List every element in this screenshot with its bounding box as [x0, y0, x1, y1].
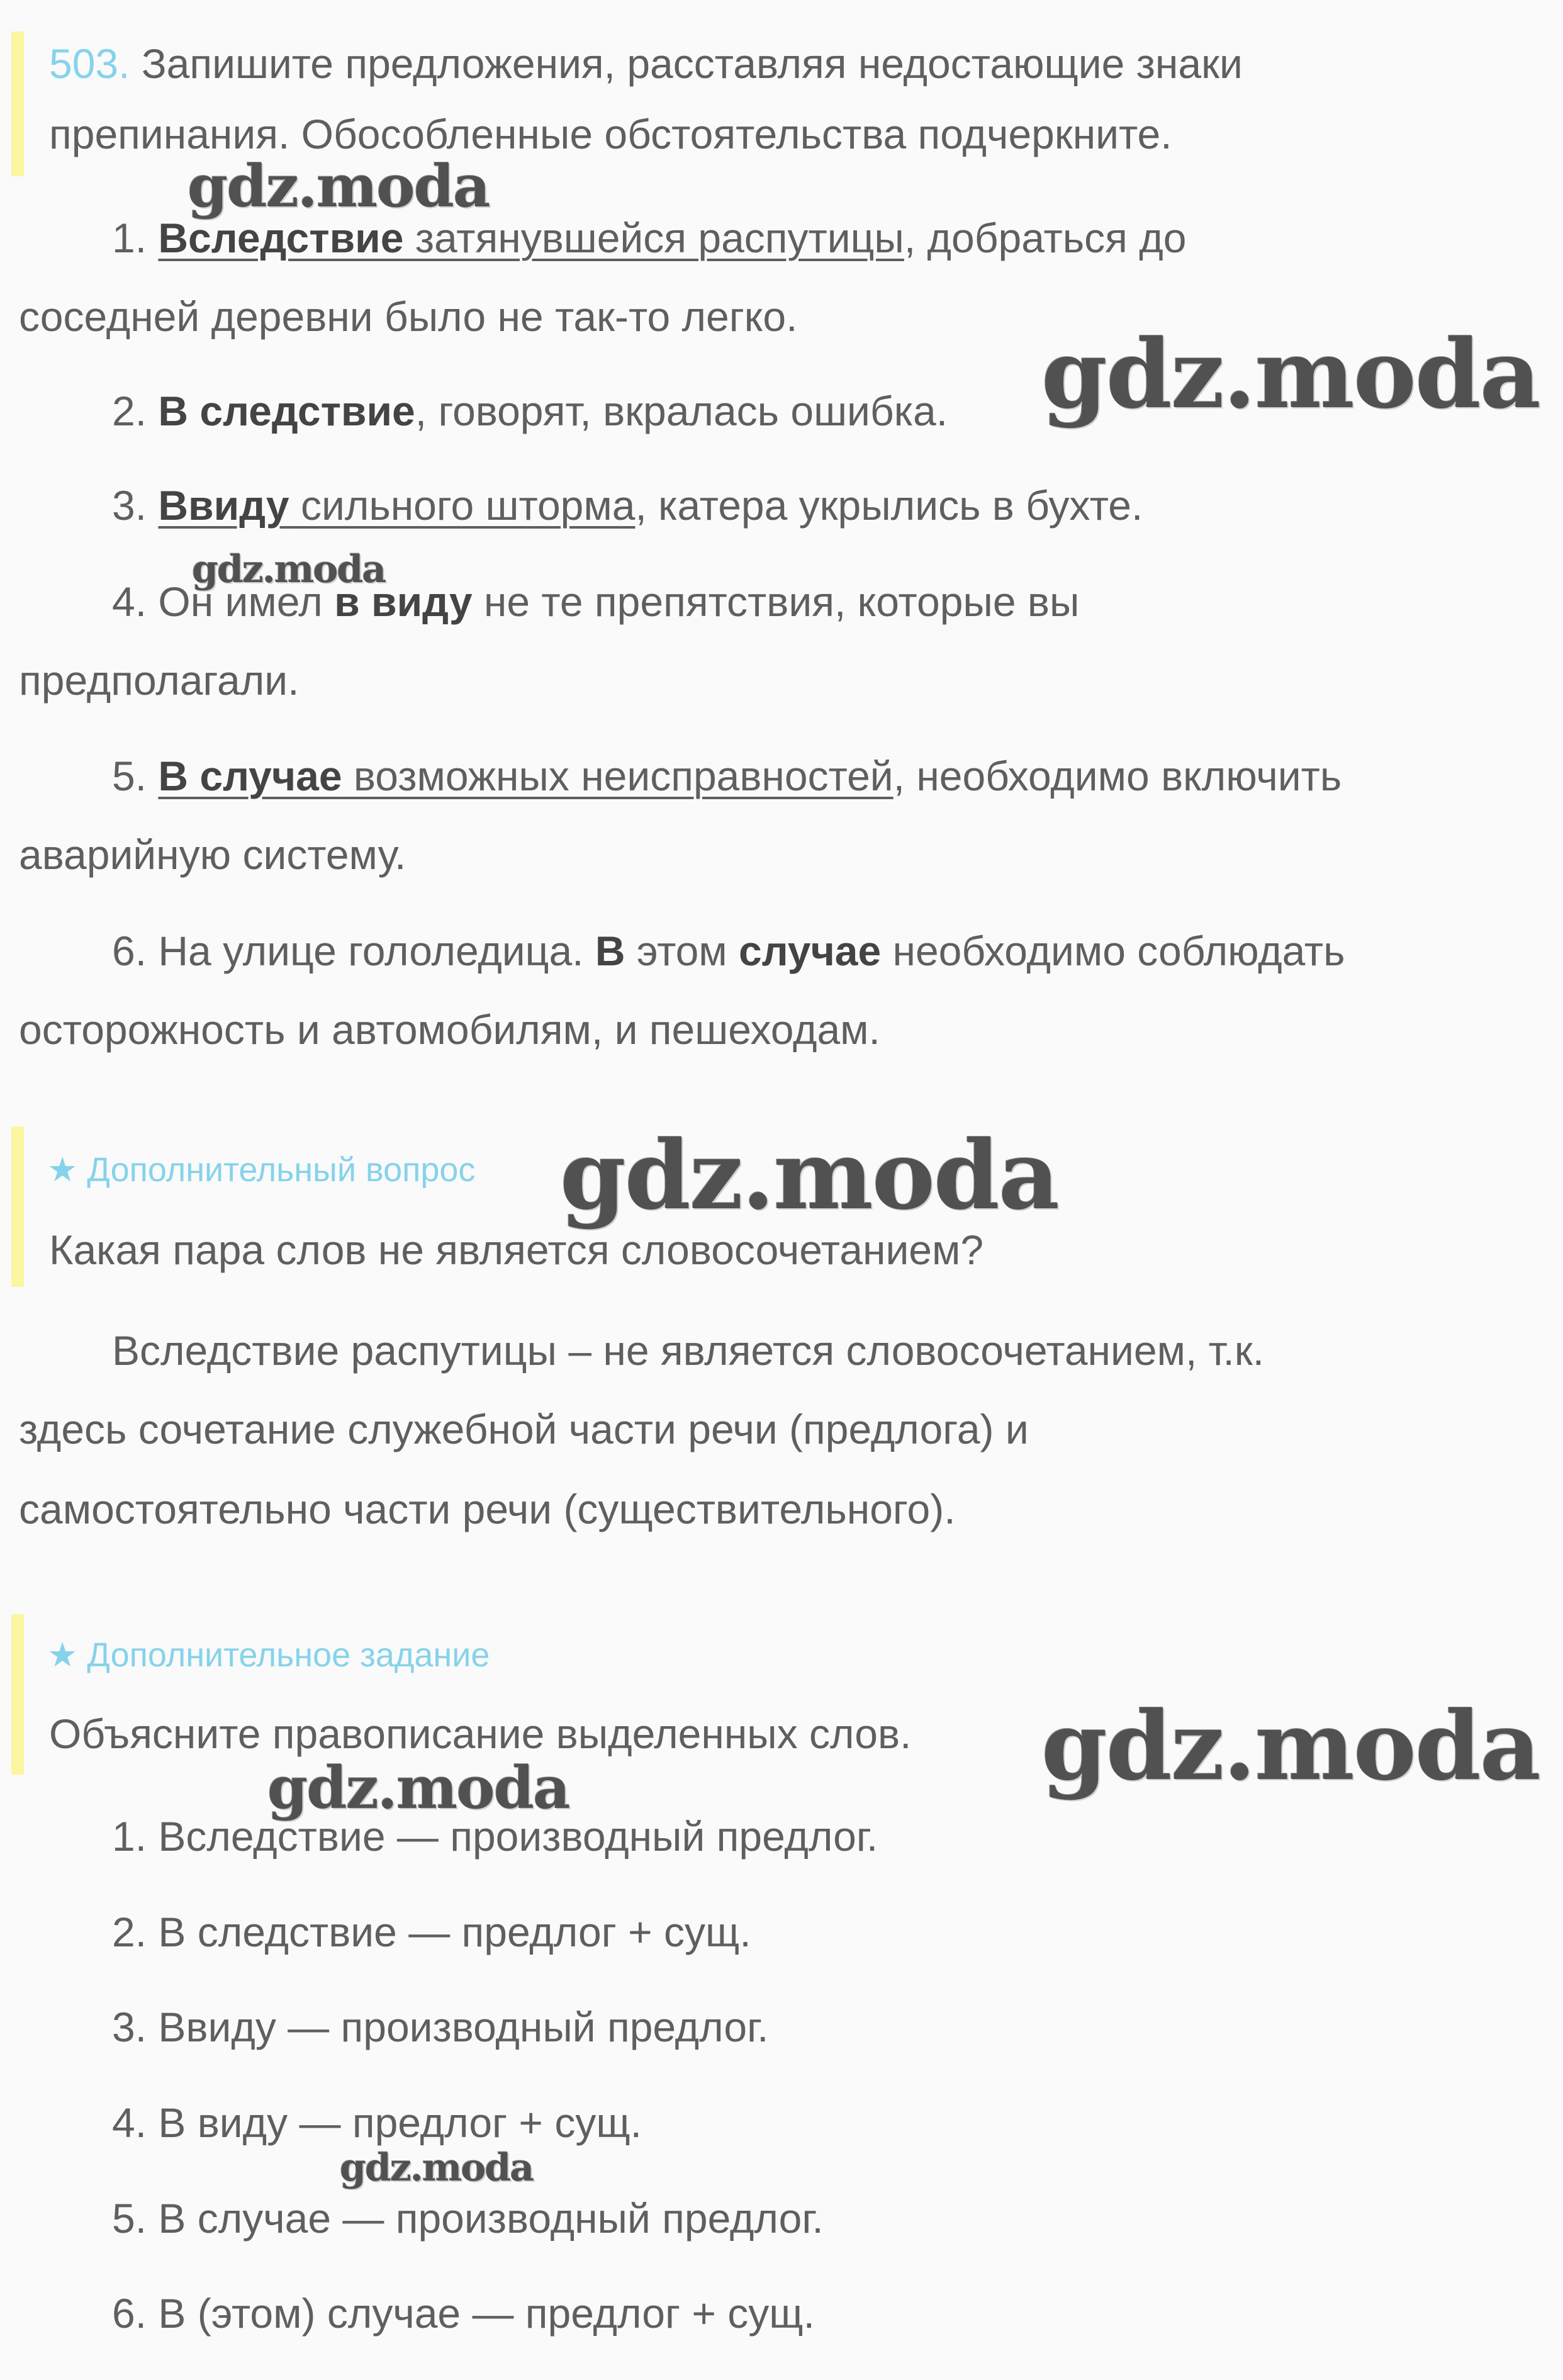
sentence-4-cont: предполагали.: [19, 657, 300, 704]
extra-task-item: 2. В следствие — предлог + сущ.: [112, 1909, 751, 1955]
extra-question-callout-bar: [11, 1126, 24, 1287]
task-header: [49, 40, 1243, 87]
sentence-3: 3. Ввиду сильного шторма, катера укрылись в бухте.: [112, 482, 1143, 529]
watermark-logo: gdz.moda: [267, 1754, 569, 1822]
sentence-1: 1. Вследствие затянувшейся распутицы, добраться до: [112, 215, 1187, 261]
watermark-logo: gdz.moda: [1041, 319, 1540, 430]
extra-task-item: 1. Вследствие — производный предлог.: [112, 1813, 878, 1860]
task-instruction: Запишите предложения, расставляя недостающие знаки: [141, 40, 1243, 87]
extra-task-text: Объясните правописание выделенных слов.: [49, 1710, 912, 1757]
underlined-phrase: В случае возможных неисправностей: [158, 753, 894, 799]
task-instruction-cont: препинания. Обособленные обстоятельства подчеркните.: [49, 111, 1172, 157]
sentence-5-cont: аварийную систему.: [19, 831, 406, 878]
extra-question-answer-2: здесь сочетание служебной части речи (предлога) и: [19, 1406, 1029, 1452]
extra-task-item: 5. В случае — производный предлог.: [112, 2195, 824, 2242]
underlined-phrase: Ввиду сильного шторма: [158, 482, 636, 529]
extra-task-item: 6. В (этом) случае — предлог + сущ.: [112, 2290, 815, 2337]
watermark-logo: gdz.moda: [188, 152, 490, 220]
sentence-6-cont: осторожность и автомобилям, и пешеходам.: [19, 1006, 880, 1053]
watermark-logo: gdz.moda: [1041, 1691, 1540, 1802]
watermark-logo: gdz.moda: [192, 547, 386, 592]
extra-task-item: 4. В виду — предлог + сущ.: [112, 2099, 642, 2146]
extra-question-answer-3: самостоятельно части речи (существительного).: [19, 1486, 956, 1532]
sentence-5: 5. В случае возможных неисправностей, необходимо включить: [112, 753, 1342, 799]
extra-question-text: Какая пара слов не является словосочетанием?: [49, 1226, 984, 1273]
underlined-phrase: Вследствие затянувшейся распутицы: [158, 215, 904, 261]
extra-task-callout-bar: [11, 1614, 24, 1775]
sentence-6: 6. На улице гололедица. В этом случае необходимо соблюдать: [112, 928, 1345, 974]
watermark-logo: gdz.moda: [340, 2146, 534, 2190]
watermark-logo: gdz.moda: [560, 1120, 1059, 1231]
extra-task-label: ★ Дополнительное задание: [47, 1636, 490, 1674]
extra-question-label: ★ Дополнительный вопрос: [47, 1151, 476, 1189]
sentence-2: 2. В следствие, говорят, вкралась ошибка.: [112, 388, 948, 434]
task-callout-bar: [11, 31, 24, 176]
extra-question-answer-1: Вследствие распутицы – не является словосочетанием, т.к.: [112, 1327, 1265, 1374]
sentence-1-cont: соседней деревни было не так-то легко.: [19, 293, 798, 340]
extra-task-item: 3. Ввиду — производный предлог.: [112, 2004, 769, 2050]
task-number: 503.: [49, 40, 130, 87]
sentence-4: 4. Он имел в виду не те препятствия, которые вы: [112, 578, 1080, 625]
